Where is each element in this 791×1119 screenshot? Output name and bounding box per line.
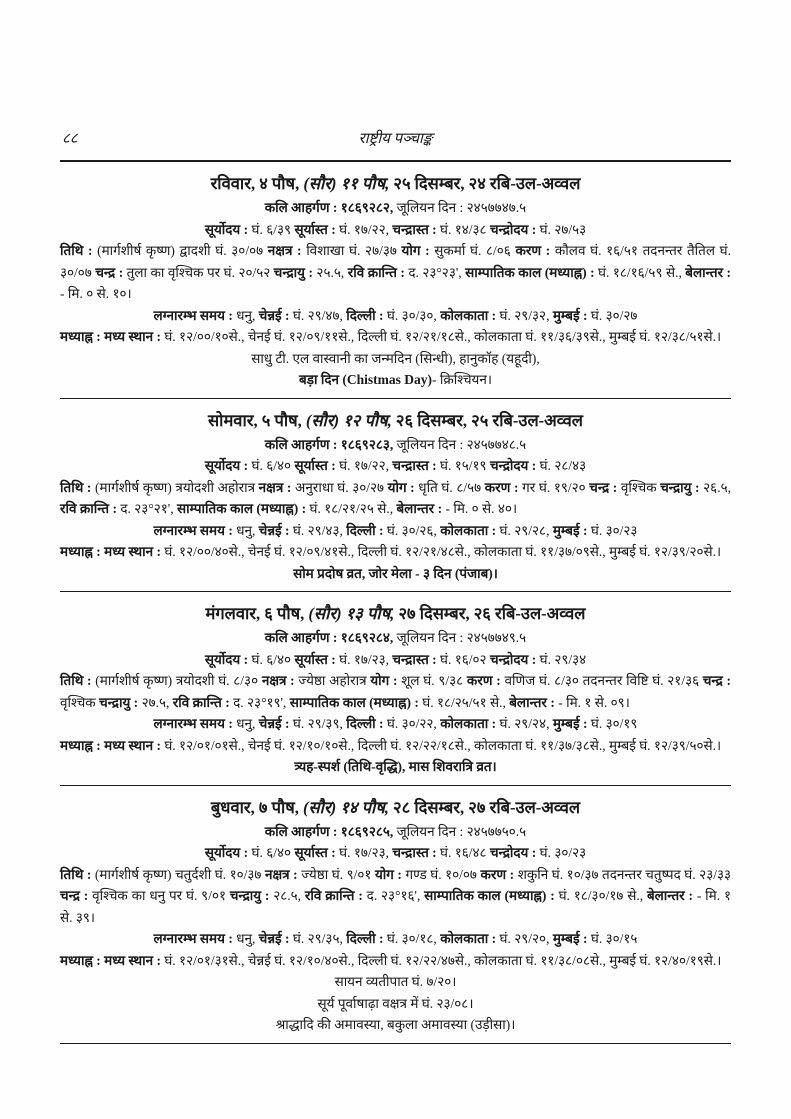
kali-ahargan-line: कलि आहर्गण : १८६९२८२, जूलियन दिन : २४५७७४७.५ bbox=[264, 200, 527, 215]
festival-note: बड़ा दिन (Chistmas Day)- क्रिश्चियन। bbox=[299, 372, 492, 387]
kali-ahargan-line: कलि आहर्गण : १८६९२८३, जूलियन दिन : २४५७७४८.५ bbox=[264, 436, 527, 452]
day-section-sunday bbox=[60, 164, 731, 391]
page-header bbox=[60, 126, 731, 150]
festival-note: श्राद्धादि की अमावस्या, बकुला अमावस्या (उड़ीसा)। bbox=[275, 1017, 516, 1032]
sunrise-sunset-line: सूर्योदय : घं. ६/४० सूर्यास्त : घं. १७/२३, चन्द्रास्त : घं. १६/४८ चन्द्रोदय : घं. ३०/२३ bbox=[204, 845, 587, 860]
day-heading: रविवार, ४ पौष, (सौर) ११ पौष, २५ दिसम्बर, २४ रबि-उल-अव्वल bbox=[210, 174, 581, 193]
festival-note: सायन व्यतीपात घं. ७/२०। bbox=[334, 974, 457, 989]
tithi-paragraph: तिथि : (मार्गशीर्ष कृष्ण) चतुर्दशी घं. १०/३७ नक्षत्र : ज्येष्ठा घं. ९/०१ योग : गण्ड घं. १०/०७ करण : शकुनि घं. १०/३७ तदनन्तर चतुष्पद घं. २३/३३ चन्द्र : वृश्चिक का धनु पर घं. ९/०१ चन्द्रायु : २८.५, रवि क्रान्ति : द. २३°१६', साम्पातिक काल (मध्याह्न) : घं. १८/३०/१७ से., बेलान्तर : - मि. १ से. ३९। bbox=[60, 866, 732, 925]
bottom-rule bbox=[60, 1043, 731, 1044]
day-section-tuesday bbox=[60, 594, 731, 778]
madhyahna-line: मध्याह्न : मध्य स्थान : घं. १२/००/१०से., चेनई घं. १२/०९/११से., दिल्ली घं. १२/२१/१८से., कोलकाता घं. ११/३६/३९से., मुम्बई घं. १२/३८/५१से.। bbox=[60, 329, 722, 344]
section-divider bbox=[60, 591, 731, 592]
festival-note: त्र्यह-स्पर्श (तिथि-वृद्धि), मास शिवरात्रि व्रत। bbox=[294, 759, 497, 774]
kali-ahargan-line: कलि आहर्गण : १८६९२८४, जूलियन दिन : २४५७७४९.५ bbox=[264, 630, 527, 645]
tithi-paragraph: तिथि : (मार्गशीर्ष कृष्ण) त्रयोदशी अहोरात्र नक्षत्र : अनुराधा घं. ३०/२७ योग : धृति घं. ८/५७ करण : गर घं. १९/२० चन्द्र : वृश्चिक चन्द्रायु : २६.५, रवि क्रान्ति : द. २३°२१', साम्पातिक काल (मध्याह्न) : घं. १८/२१/२५ से., बेलान्तर : - मि. ० से. ४०। bbox=[60, 479, 731, 516]
sunrise-sunset-line: सूर्योदय : घं. ६/४० सूर्यास्त : घं. १७/२३, चन्द्रास्त : घं. १६/०२ चन्द्रोदय : घं. २९/३४ bbox=[204, 651, 587, 667]
section-divider bbox=[60, 785, 731, 786]
festival-note: सोम प्रदोष व्रत, जोर मेला - ३ दिन (पंजाब)। bbox=[293, 565, 498, 581]
journal-title: राष्ट्रीय पञ्चाङ्क bbox=[358, 131, 433, 147]
day-heading: बुधवार, ७ पौष, (सौर) १४ पौष, २८ दिसम्बर, २७ रबि-उल-अव्वल bbox=[210, 797, 581, 817]
page-number: ८८ bbox=[62, 131, 78, 147]
lagna-line: लग्नारम्भ समय : धनु, चेन्नई : घं. २९/३९, दिल्ली : घं. ३०/२२, कोलकाता : घं. २९/२४, मुम्बई : घं. ३०/१९ bbox=[153, 716, 638, 731]
tithi-paragraph: तिथि : (मार्गशीर्ष कृष्ण) त्रयोदशी घं. ८/३० नक्षत्र : ज्येष्ठा अहोरात्र योग : शूल घं. ९/३८ करण : वणिज घं. ८/३० तदनन्तर विष्टि घं. २१/३६ चन्द्र : वृश्चिक चन्द्रायु : २७.५, रवि क्रान्ति : द. २३°१९', साम्पातिक काल (मध्याह्न) : घं. १८/२५/५१ से., बेलान्तर : - मि. १ से. ०९। bbox=[60, 673, 731, 710]
festival-note: सूर्य पूर्वाषाढ़ा वक्षत्र में घं. २३/०८। bbox=[317, 995, 474, 1011]
lagna-line: लग्नारम्भ समय : धनु, चेन्नई : घं. २९/४७, दिल्ली : घं. ३०/३०, कोलकाता : घं. २९/३२, मुम्बई : घं. ३०/२७ bbox=[153, 307, 638, 323]
madhyahna-line: मध्याह्न : मध्य स्थान : घं. १२/०१/३१से., चेन्नई घं. १२/१०/४०से., दिल्ली घं. १२/२२/४७से., कोलकाता घं. ११/३८/०८से., मुम्बई घं. १२/४०/१९से.। bbox=[60, 952, 722, 968]
madhyahna-line: मध्याह्न : मध्य स्थान : घं. १२/०१/०१से., चेनई घं. १२/१०/१०से., दिल्ली घं. १२/२२/१८से., कोलकाता घं. ११/३७/३८से., मुम्बई घं. १२/३९/५०से.। bbox=[60, 737, 722, 753]
kali-ahargan-line: कलि आहर्गण : १८६९२८५, जूलियन दिन : २४५७७५०.५ bbox=[264, 823, 527, 839]
day-section-wednesday bbox=[60, 788, 731, 1036]
lagna-line: लग्नारम्भ समय : धनु, चेन्नई : घं. २९/३५, दिल्ली : घं. ३०/१८, कोलकाता : घं. २९/२०, मुम्बई : घं. ३०/१५ bbox=[153, 931, 638, 946]
day-heading: मंगलवार, ६ पौष, (सौर) १३ पौष, २७ दिसम्बर, २६ रबि-उल-अव्वल bbox=[205, 604, 586, 623]
day-heading: सोमवार, ५ पौष, (सौर) १२ पौष, २६ दिसम्बर, २५ रबि-उल-अव्वल bbox=[208, 410, 583, 430]
section-divider bbox=[60, 398, 731, 399]
tithi-paragraph: तिथि : (मार्गशीर्ष कृष्ण) द्वादशी घं. ३०/०७ नक्षत्र : विशाखा घं. २७/३७ योग : सुकर्मा घं. ८/०६ करण : कौलव घं. १६/५१ तदनन्तर तैतिल घं. ३०/०७ चन्द्र : तुला का वृश्चिक पर घं. २०/५२ चन्द्रायु : २५.५, रवि क्रान्ति : द. २३°२३', साम्पातिक काल (मध्याह्न) : घं. १८/१६/५९ से., बेलान्तर : - मि. ० से. १०। bbox=[60, 243, 731, 301]
day-section-monday bbox=[60, 401, 731, 585]
sunrise-sunset-line: सूर्योदय : घं. ६/४० सूर्यास्त : घं. १७/२२, चन्द्रास्त : घं. १५/१९ चन्द्रोदय : घं. २८/४३ bbox=[204, 458, 587, 473]
page-content bbox=[60, 126, 731, 1046]
sunrise-sunset-line: सूर्योदय : घं. ६/३९ सूर्यास्त : घं. १७/२२, चन्द्रास्त : घं. १४/३८ चन्द्रोदय : घं. २७/५३ bbox=[204, 221, 587, 237]
header-rule bbox=[60, 160, 731, 162]
madhyahna-line: मध्याह्न : मध्य स्थान : घं. १२/००/४०से., चेनई घं. १२/०९/४१से., दिल्ली घं. १२/२१/४८से., कोलकाता घं. ११/३७/०९से., मुम्बई घं. १२/३९/२०से.। bbox=[60, 544, 722, 559]
lagna-line: लग्नारम्भ समय : धनु, चेन्नई : घं. २९/४३, दिल्ली : घं. ३०/२६, कोलकाता : घं. २९/२८, मुम्बई : घं. ३०/२३ bbox=[153, 522, 638, 538]
festival-note: साधु टी. एल वास्वानी का जन्मदिन (सिन्धी), हानुकॉह (यहूदी), bbox=[251, 350, 540, 366]
